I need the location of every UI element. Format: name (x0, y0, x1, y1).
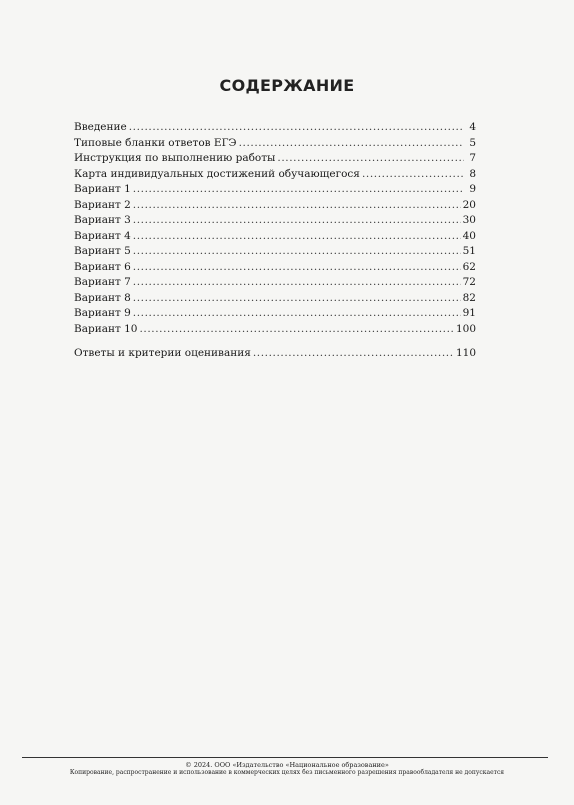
toc-entry-variant-9 (74, 306, 476, 322)
toc-entry-page: 20 (462, 198, 476, 211)
dot-leader (129, 120, 464, 136)
dot-leader (277, 151, 464, 167)
toc-entry-page: 7 (469, 152, 476, 164)
dot-leader (133, 182, 464, 198)
table-of-contents (74, 120, 476, 362)
dot-leader (133, 244, 461, 260)
toc-entry-label: Вариант 5 (74, 245, 131, 257)
toc-entry-label: Вариант 7 (74, 276, 131, 288)
toc-entry-variant-2 (74, 198, 476, 214)
dot-leader (133, 260, 461, 276)
toc-entry-page: 110 (455, 347, 476, 359)
toc-entry-page: 40 (462, 229, 476, 242)
footer-divider (22, 757, 548, 758)
dot-leader (133, 213, 461, 229)
toc-entry-page: 4 (469, 121, 476, 133)
toc-entry-page: 9 (469, 183, 476, 195)
dot-leader (139, 322, 453, 338)
toc-entry-label: Вариант 2 (74, 198, 131, 211)
toc-entry-page: 5 (469, 136, 476, 149)
toc-entry-label: Вариант 9 (74, 307, 131, 319)
toc-entry-variant-5 (74, 244, 476, 260)
toc-entry-achievement-card (74, 167, 476, 183)
dot-leader (239, 136, 464, 152)
toc-entry-variant-6 (74, 260, 476, 276)
footer-notice: Копирование, распространение и использование в коммерческих целях без письменного разрешения правообладателя не допускается (69, 769, 505, 776)
toc-entry-label: Ответы и критерии оценивания (74, 347, 251, 359)
toc-entry-variant-7 (74, 275, 476, 291)
toc-entry-variant-3 (74, 213, 476, 229)
toc-entry-page: 30 (462, 214, 476, 226)
toc-entry-variant-8 (74, 291, 476, 307)
toc-entry-page: 82 (462, 291, 476, 304)
dot-leader (253, 346, 454, 362)
toc-entry-answer-forms (74, 136, 476, 152)
dot-leader (362, 167, 464, 183)
toc-entry-label: Вариант 6 (74, 260, 131, 273)
toc-entry-label: Вариант 3 (74, 214, 131, 226)
toc-entry-answers (74, 346, 476, 362)
toc-entry-page: 91 (462, 307, 476, 319)
toc-entry-variant-10 (74, 322, 476, 338)
toc-entry-label: Вариант 1 (74, 183, 131, 195)
footer-copyright: © 2024. ООО «Издательство «Национальное образование» (185, 761, 389, 769)
toc-entry-variant-4 (74, 229, 476, 245)
dot-leader (133, 198, 461, 214)
toc-entry-label: Карта индивидуальных достижений обучающегося (74, 167, 360, 180)
toc-entry-page: 51 (462, 245, 476, 257)
toc-entry-variant-1 (74, 182, 476, 198)
dot-leader (133, 275, 461, 291)
dot-leader (133, 229, 461, 245)
toc-entry-page: 100 (455, 322, 476, 335)
toc-entry-label: Вариант 8 (74, 291, 131, 304)
page-title: СОДЕРЖАНИЕ (219, 76, 355, 95)
toc-entry-page: 8 (469, 167, 476, 180)
toc-entry-instructions (74, 151, 476, 167)
toc-entry-label: Вариант 4 (74, 229, 131, 242)
toc-entry-introduction (74, 120, 476, 136)
dot-leader (133, 291, 461, 307)
toc-entry-page: 72 (462, 276, 476, 288)
toc-entry-label: Вариант 10 (74, 322, 138, 335)
toc-entry-label: Введение (74, 121, 127, 133)
dot-leader (133, 306, 461, 322)
toc-entry-label: Инструкция по выполнению работы (74, 152, 276, 164)
toc-entry-label: Типовые бланки ответов ЕГЭ (74, 136, 237, 149)
toc-entry-page: 62 (462, 260, 476, 273)
